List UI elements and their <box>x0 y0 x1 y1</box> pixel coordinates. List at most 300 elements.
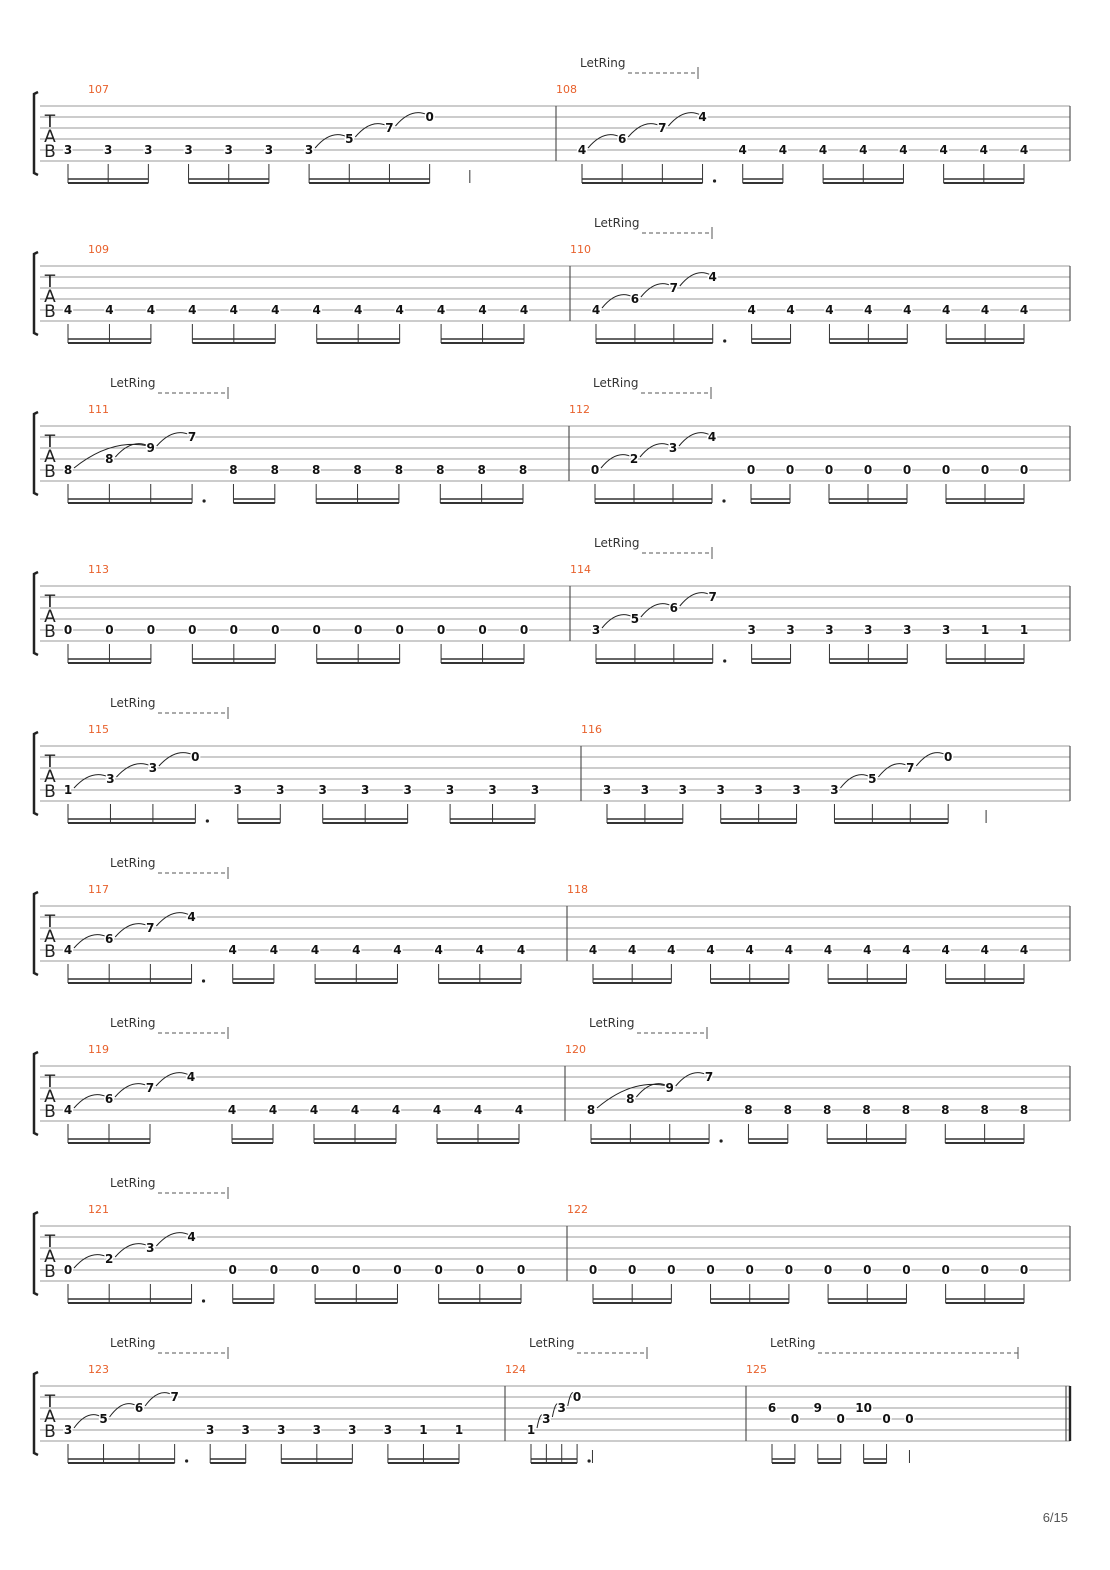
rhythm-dot <box>202 1299 205 1302</box>
fret-number: 3 <box>241 1423 250 1437</box>
fret-number: 7 <box>145 1081 155 1095</box>
tie <box>588 135 620 148</box>
tie <box>115 1244 148 1257</box>
system-bracket <box>34 732 38 815</box>
fret-number: 4 <box>393 943 402 957</box>
tab-clef-letter: B <box>44 1102 56 1122</box>
measure <box>64 856 525 983</box>
system-bracket <box>34 572 38 655</box>
tie <box>602 615 633 628</box>
fret-number: 4 <box>1019 143 1029 157</box>
fret-number: 4 <box>818 143 828 157</box>
fret-number: 7 <box>708 590 717 604</box>
tab-system <box>34 1016 1070 1143</box>
fret-number: 8 <box>394 463 404 477</box>
fret-number: 3 <box>403 783 412 797</box>
tie <box>679 433 710 446</box>
fret-number: 8 <box>862 1103 871 1117</box>
tab-clef-letter: T <box>44 592 56 612</box>
fret-number: 0 <box>902 1263 911 1277</box>
tie <box>602 295 633 308</box>
fret-number: 4 <box>186 1070 196 1084</box>
fret-number: 3 <box>312 1423 321 1437</box>
tab-clef-letter: A <box>44 767 56 787</box>
fret-number: 4 <box>229 303 238 317</box>
measure <box>64 696 539 823</box>
let-ring-label: LetRing <box>110 1176 156 1190</box>
tab-clef-letter: B <box>44 1262 56 1282</box>
fret-number: 0 <box>310 1263 320 1277</box>
rhythm-dot <box>587 1459 590 1462</box>
fret-number: 8 <box>626 1092 635 1106</box>
fret-number: 4 <box>738 143 747 157</box>
measure <box>746 1336 1070 1463</box>
tab-clef-letter: B <box>44 942 56 962</box>
fret-number: 3 <box>445 783 455 797</box>
fret-number: 0 <box>784 1263 794 1277</box>
fret-number: 0 <box>269 1263 279 1277</box>
measure-number: 115 <box>88 723 109 736</box>
fret-number: 0 <box>785 463 795 477</box>
fret-number: 4 <box>312 303 321 317</box>
fret-number: 4 <box>188 303 197 317</box>
fret-number: 3 <box>716 783 725 797</box>
fret-number: 0 <box>823 1263 833 1277</box>
fret-number: 0 <box>352 1263 361 1277</box>
let-ring-label: LetRing <box>110 1336 156 1350</box>
fret-number: 7 <box>704 1070 714 1084</box>
tie <box>840 775 870 788</box>
fret-number: 4 <box>187 1230 196 1244</box>
fret-number: 3 <box>206 1423 215 1437</box>
let-ring-label: LetRing <box>594 536 640 550</box>
fret-number: 3 <box>754 783 763 797</box>
fret-number: 0 <box>436 623 446 637</box>
let-ring-label: LetRing <box>770 1336 816 1350</box>
fret-number: 0 <box>1019 463 1029 477</box>
fret-number: 4 <box>939 143 948 157</box>
fret-number: 1 <box>63 783 73 797</box>
measure <box>64 243 528 343</box>
fret-number: 8 <box>353 463 362 477</box>
tab-clef-letter: A <box>44 447 56 467</box>
measure-number: 116 <box>581 723 602 736</box>
fret-number: 9 <box>146 441 155 455</box>
measure <box>505 1336 647 1463</box>
fret-number: 3 <box>106 772 115 786</box>
fret-number: 0 <box>905 1412 914 1426</box>
fret-number: 3 <box>277 1423 286 1437</box>
fret-number: 3 <box>348 1423 357 1437</box>
system-bracket <box>34 92 38 175</box>
page-number: 6/15 <box>1042 1510 1068 1525</box>
measure-number: 111 <box>88 403 109 416</box>
fret-number: 7 <box>906 761 915 775</box>
system-bracket <box>34 1372 38 1455</box>
fret-number: 4 <box>786 303 795 317</box>
fret-number: 3 <box>63 143 73 157</box>
system-bracket <box>34 252 38 335</box>
tie <box>156 1233 189 1246</box>
measure <box>64 1016 523 1143</box>
tab-clef-letter: T <box>44 1072 56 1092</box>
fret-number: 4 <box>899 143 908 157</box>
fret-number: 0 <box>941 1263 950 1277</box>
fret-number: 4 <box>667 943 676 957</box>
fret-number: 3 <box>276 783 285 797</box>
let-ring-label: LetRing <box>594 216 640 230</box>
fret-number: 8 <box>312 463 321 477</box>
fret-number: 0 <box>63 623 73 637</box>
fret-number: 0 <box>706 1263 715 1277</box>
fret-number: 4 <box>859 143 868 157</box>
tab-clef-letter: B <box>44 782 56 802</box>
tab-clef-letter: T <box>44 752 56 772</box>
fret-number: 3 <box>640 783 650 797</box>
fret-number: 1 <box>526 1423 536 1437</box>
let-ring-label: LetRing <box>110 376 156 390</box>
fret-number: 9 <box>665 1081 674 1095</box>
measure-number: 114 <box>570 563 591 576</box>
tie <box>676 1073 707 1086</box>
fret-number: 3 <box>864 623 873 637</box>
fret-number: 4 <box>475 943 484 957</box>
measure-number: 122 <box>567 1203 588 1216</box>
tab-clef-letter: A <box>44 1407 56 1427</box>
measure <box>570 536 1028 663</box>
fret-number: 3 <box>63 1423 73 1437</box>
fret-number: 4 <box>1019 943 1029 957</box>
fret-number: 3 <box>148 761 158 775</box>
fret-number: 0 <box>425 110 434 124</box>
fret-number: 4 <box>708 270 717 284</box>
fret-number: 3 <box>361 783 370 797</box>
fret-number: 0 <box>1019 1263 1029 1277</box>
fret-number: 8 <box>586 1103 596 1117</box>
tab-clef-letter: A <box>44 1087 56 1107</box>
fret-number: 4 <box>902 943 911 957</box>
measure-number: 120 <box>565 1043 586 1056</box>
tab-clef-letter: B <box>44 1422 56 1442</box>
fret-number: 0 <box>863 1263 872 1277</box>
fret-number: 8 <box>270 463 279 477</box>
fret-number: 10 <box>855 1401 872 1415</box>
fret-number: 0 <box>824 463 834 477</box>
fret-number: 7 <box>146 921 155 935</box>
fret-number: 4 <box>516 943 526 957</box>
tab-clef-letter: T <box>44 432 56 452</box>
fret-number: 3 <box>792 783 801 797</box>
tab-system <box>34 696 1070 823</box>
tie <box>640 444 671 457</box>
fret-number: 4 <box>395 303 404 317</box>
fret-number: 4 <box>105 303 114 317</box>
let-ring-label: LetRing <box>110 856 156 870</box>
tie <box>628 124 660 137</box>
fret-number: 4 <box>269 943 279 957</box>
fret-number: 4 <box>352 943 361 957</box>
measure-number: 110 <box>570 243 591 256</box>
measure <box>64 1336 463 1463</box>
fret-number: 0 <box>519 623 529 637</box>
fret-number: 0 <box>312 623 321 637</box>
fret-number: 4 <box>432 1103 442 1117</box>
tab-clef-letter: T <box>44 112 56 132</box>
measure-number: 124 <box>505 1363 526 1376</box>
measure-number: 113 <box>88 563 109 576</box>
fret-number: 3 <box>678 783 687 797</box>
fret-number: 0 <box>63 1263 73 1277</box>
fret-number: 8 <box>105 452 114 466</box>
tie <box>157 433 190 446</box>
measure-number: 119 <box>88 1043 109 1056</box>
system-bracket <box>34 1212 38 1295</box>
fret-number: 4 <box>864 303 873 317</box>
tie <box>145 1393 173 1406</box>
fret-number: 0 <box>667 1263 676 1277</box>
fret-number: 4 <box>745 943 754 957</box>
fret-number: 8 <box>783 1103 792 1117</box>
fret-number: 4 <box>823 943 833 957</box>
measure <box>64 376 527 503</box>
tie <box>74 775 108 788</box>
fret-number: 4 <box>747 303 756 317</box>
measure <box>64 563 528 663</box>
fret-number: 4 <box>478 303 487 317</box>
rhythm-dot <box>202 979 205 982</box>
fret-number: 4 <box>698 110 707 124</box>
fret-number: 4 <box>63 943 73 957</box>
fret-number: 4 <box>591 303 601 317</box>
fret-number: 5 <box>99 1412 108 1426</box>
fret-number: 3 <box>146 1241 155 1255</box>
fret-number: 8 <box>1019 1103 1029 1117</box>
measure-number: 107 <box>88 83 109 96</box>
tab-system <box>34 1176 1070 1303</box>
measure <box>581 723 986 823</box>
measure-number: 112 <box>569 403 590 416</box>
rhythm-dot <box>723 659 726 662</box>
tab-clef-letter: A <box>44 287 56 307</box>
fret-number: 7 <box>385 121 394 135</box>
fret-number: 8 <box>744 1103 753 1117</box>
fret-number: 7 <box>669 281 678 295</box>
fret-number: 0 <box>588 1263 598 1277</box>
tab-clef-letter: B <box>44 302 56 322</box>
tab-clef-letter: B <box>44 142 56 162</box>
fret-number: 4 <box>187 910 196 924</box>
fret-number: 4 <box>514 1103 524 1117</box>
fret-number: 3 <box>786 623 795 637</box>
fret-number: 6 <box>630 292 640 306</box>
fret-number: 7 <box>658 121 667 135</box>
measure-number: 118 <box>567 883 588 896</box>
tab-clef-letter: A <box>44 927 56 947</box>
system-bracket <box>34 892 38 975</box>
rhythm-dot <box>723 339 726 342</box>
tie <box>916 753 946 766</box>
fret-number: 4 <box>980 943 989 957</box>
fret-number: 8 <box>436 463 445 477</box>
tab-system <box>34 216 1070 343</box>
let-ring-label: LetRing <box>593 376 639 390</box>
fret-number: 6 <box>134 1401 144 1415</box>
tab-clef-letter: A <box>44 607 56 627</box>
fret-number: 2 <box>105 1252 114 1266</box>
fret-number: 4 <box>63 303 73 317</box>
fret-number: 4 <box>350 1103 360 1117</box>
fret-number: 1 <box>1019 623 1029 637</box>
rhythm-dot <box>719 1139 722 1142</box>
fret-number: 0 <box>478 623 487 637</box>
fret-number: 4 <box>825 303 834 317</box>
fret-number: 4 <box>979 143 988 157</box>
tie <box>110 1404 138 1417</box>
tie <box>680 273 711 286</box>
fret-number: 4 <box>146 303 156 317</box>
tab-system <box>34 856 1070 983</box>
fret-number: 7 <box>187 430 197 444</box>
fret-number: 6 <box>105 932 114 946</box>
fret-number: 8 <box>518 463 528 477</box>
fret-number: 4 <box>588 943 598 957</box>
fret-number: 4 <box>784 943 794 957</box>
fret-number: 3 <box>224 143 233 157</box>
fret-number: 4 <box>707 430 717 444</box>
tab-system <box>34 376 1070 503</box>
measure-number: 125 <box>746 1363 767 1376</box>
fret-number: 0 <box>188 623 197 637</box>
fret-number: 0 <box>354 623 363 637</box>
tab-clef-letter: A <box>44 1247 56 1267</box>
fret-number: 4 <box>309 1103 319 1117</box>
tie <box>641 604 672 617</box>
measure-number: 121 <box>88 1203 109 1216</box>
tie <box>74 1095 107 1108</box>
fret-number: 3 <box>488 783 497 797</box>
fret-number: 8 <box>941 1103 950 1117</box>
fret-number: 4 <box>519 303 529 317</box>
fret-number: 1 <box>980 623 990 637</box>
fret-number: 6 <box>618 132 627 146</box>
measure <box>567 1203 1028 1303</box>
fret-number: 0 <box>628 1263 637 1277</box>
measure <box>556 56 1028 183</box>
fret-number: 3 <box>383 1423 393 1437</box>
tab-clef-letter: T <box>44 1232 56 1252</box>
fret-number: 0 <box>393 1263 402 1277</box>
fret-number: 8 <box>477 463 486 477</box>
fret-number: 3 <box>903 623 912 637</box>
fret-number: 3 <box>830 783 839 797</box>
tab-clef-letter: T <box>44 912 56 932</box>
fret-number: 4 <box>434 943 443 957</box>
fret-number: 3 <box>264 143 274 157</box>
let-ring-label: LetRing <box>589 1016 635 1030</box>
fret-number: 0 <box>105 623 114 637</box>
fret-number: 2 <box>629 452 639 466</box>
fret-number: 5 <box>868 772 877 786</box>
fret-number: 8 <box>229 463 238 477</box>
fret-number: 0 <box>944 750 953 764</box>
fret-number: 4 <box>941 943 950 957</box>
rhythm-dot <box>722 499 725 502</box>
fret-number: 4 <box>778 143 788 157</box>
tie <box>156 1073 189 1086</box>
fret-number: 0 <box>980 1263 989 1277</box>
fret-number: 4 <box>63 1103 73 1117</box>
fret-number: 4 <box>473 1103 483 1117</box>
let-ring-label: LetRing <box>580 56 626 70</box>
fret-number: 8 <box>823 1103 832 1117</box>
fret-number: 5 <box>630 612 640 626</box>
tab-system <box>34 56 1070 183</box>
system-bracket <box>34 1052 38 1135</box>
tab-clef-letter: B <box>44 462 56 482</box>
fret-number: 0 <box>572 1390 582 1404</box>
tab-system <box>34 1336 1070 1463</box>
fret-number: 3 <box>602 783 612 797</box>
tie <box>115 1084 148 1097</box>
tie <box>355 124 387 137</box>
measure <box>64 83 470 183</box>
tie <box>641 284 672 297</box>
fret-number: 6 <box>669 601 678 615</box>
fret-number: 3 <box>184 143 193 157</box>
fret-number: 4 <box>310 943 320 957</box>
tie <box>74 1415 102 1428</box>
tab-clef-letter: T <box>44 272 56 292</box>
measure <box>569 376 1028 503</box>
fret-number: 1 <box>419 1423 428 1437</box>
tie <box>74 1255 107 1268</box>
fret-number: 3 <box>104 143 113 157</box>
fret-number: 4 <box>863 943 872 957</box>
fret-number: 0 <box>590 463 600 477</box>
fret-number: 4 <box>354 303 363 317</box>
fret-number: 3 <box>530 783 540 797</box>
fret-number: 0 <box>790 1412 800 1426</box>
fret-number: 0 <box>746 463 756 477</box>
rhythm-dot <box>713 179 716 182</box>
tab-system <box>34 536 1070 663</box>
measure-number: 117 <box>88 883 109 896</box>
tie <box>601 455 632 468</box>
tie <box>395 113 427 126</box>
fret-number: 3 <box>591 623 601 637</box>
fret-number: 0 <box>395 623 404 637</box>
fret-number: 3 <box>542 1412 551 1426</box>
fret-number: 0 <box>475 1263 484 1277</box>
fret-number: 4 <box>942 303 951 317</box>
fret-number: 0 <box>882 1412 891 1426</box>
measure <box>567 883 1028 983</box>
fret-number: 3 <box>668 441 678 455</box>
fret-number: 0 <box>191 750 200 764</box>
tab-clef-letter: B <box>44 622 56 642</box>
fret-number: 0 <box>146 623 156 637</box>
measure-number: 123 <box>88 1363 109 1376</box>
system-bracket <box>34 412 38 495</box>
fret-number: 8 <box>980 1103 989 1117</box>
fret-number: 3 <box>557 1401 566 1415</box>
measure-number: 109 <box>88 243 109 256</box>
tab-clef-letter: A <box>44 127 56 147</box>
fret-number: 0 <box>836 1412 845 1426</box>
fret-number: 0 <box>745 1263 754 1277</box>
fret-number: 3 <box>825 623 834 637</box>
fret-number: 0 <box>941 463 951 477</box>
